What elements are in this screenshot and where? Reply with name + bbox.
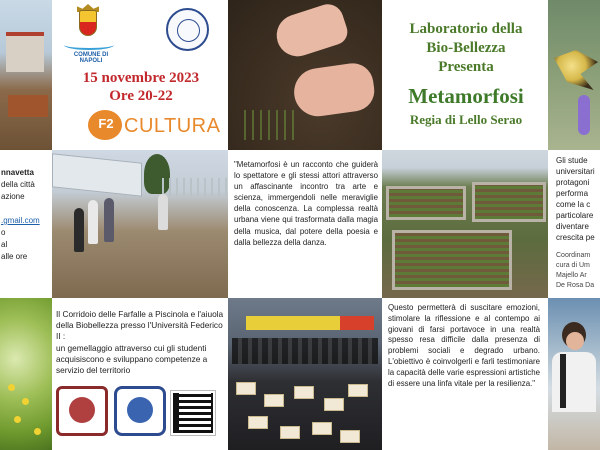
info-line: alle ore: [1, 252, 28, 261]
email-link[interactable]: .gmail.com: [1, 216, 40, 225]
credit-line: Majello Ar: [556, 272, 587, 279]
card-shape: [236, 382, 256, 395]
title-line: Presenta: [438, 59, 494, 75]
flower-shape: [34, 428, 41, 435]
card-shape: [348, 384, 368, 397]
person-shape: [88, 200, 98, 244]
title-line: Laboratorio della: [409, 21, 523, 37]
title-block: [384, 20, 548, 77]
left-info-column: [0, 150, 52, 300]
city-street-photo: [0, 0, 52, 150]
twinning-description: [56, 309, 226, 376]
qr-code-icon[interactable]: [171, 391, 215, 435]
banner-shape: [340, 316, 374, 330]
info-line: diventare: [556, 222, 589, 231]
flower-shape: [22, 398, 29, 405]
event-time: Ore 20-22: [109, 88, 173, 104]
butterfly-photo: [548, 0, 600, 150]
card-shape: [340, 430, 360, 443]
university-seal-icon: [166, 8, 209, 51]
wave-icon: [64, 40, 114, 50]
info-line: al: [1, 240, 8, 249]
credit-line: De Rosa Da: [556, 282, 595, 289]
project-logo-icon: [56, 386, 108, 436]
info-line: protagoni: [556, 178, 590, 187]
card-shape: [312, 422, 332, 435]
title-line: Bio-Bellezza: [426, 40, 506, 56]
butterfly-shape: [554, 50, 598, 90]
info-line: performa: [556, 189, 589, 198]
classroom-photo: [228, 298, 382, 450]
person-shape: [104, 198, 114, 242]
info-line: o: [1, 228, 6, 237]
show-title: Metamorfosi: [408, 84, 524, 108]
info-line: Gli stude: [556, 156, 588, 165]
hand-shape: [291, 61, 377, 120]
credit-line: Coordinam: [556, 252, 591, 259]
description-quote: "Metamorfosi è un racconto che guiderà lo spettatore e gli stessi attori attraverso un affascinante incontro tra arte e scienza, immergendoli nelle meraviglie della conoscenza. La complessa realtà urbana viene qui trasformata dalla magia della musica, dal potere della poesia e dalla bellezza della danza.: [234, 160, 378, 247]
hand-shape: [271, 0, 351, 62]
garden-bed-shape: [472, 182, 546, 222]
info-line: crescita pe: [556, 233, 595, 242]
garden-beds-photo: [382, 150, 548, 298]
hands-in-soil-photo: [228, 0, 382, 150]
banner-shape: [246, 316, 340, 330]
flower-shape: [578, 95, 590, 135]
person-shape: [158, 194, 168, 230]
card-shape: [294, 386, 314, 399]
person-shape: [74, 208, 84, 252]
credit-line: cura di Um: [556, 262, 590, 269]
card-shape: [248, 416, 268, 429]
info-line: come la c: [556, 200, 591, 209]
card-shape: [324, 398, 344, 411]
sprouts-shape: [238, 110, 298, 140]
card-shape: [264, 394, 284, 407]
comune-label: COMUNE DI NAPOLI: [73, 52, 109, 64]
greenhouse-shape: [52, 153, 142, 196]
cultura-logo-text: CULTURA: [124, 115, 221, 137]
info-line: universitari: [556, 167, 595, 176]
biobellezza-logo-icon: [114, 386, 166, 436]
chairs-shape: [232, 338, 378, 364]
event-date: 15 novembre 2023: [82, 70, 200, 86]
director-credit: Regia di Lello Serao: [409, 112, 523, 127]
flowers-photo: [0, 298, 52, 450]
info-line: nnavetta: [1, 168, 34, 177]
twinning-text-a: Il Corridoio delle Farfalle a Piscinola e l'aiuola della Biobellezza presso l'Università Federico II :: [56, 309, 224, 342]
twinning-text-b: un gemellaggio attraverso cui gli studenti acquisiscono e sviluppano competenze a servizio del territorio: [56, 342, 208, 376]
bench-shape: [8, 95, 48, 117]
building-shape: [6, 32, 44, 72]
objective-quote: Questo permetterà di suscitare emozioni, stimolare la riflessione e al contempo ai giovani di farsi portavoce in una realtà spesso resa difficile dalla presenza di problemi sociali e degrado urbano. L'obiettivo è coinvolgerli e farli testimoniare la capacità delle varie espressioni artistiche di essere una linfa vitale per la resilienza.": [388, 303, 540, 388]
garden-bed-shape: [392, 230, 512, 290]
f2-logo-text: F2: [98, 116, 114, 131]
right-info-column: [548, 150, 600, 300]
flower-shape: [14, 416, 21, 423]
students-greenhouse-photo: [52, 150, 228, 298]
student-portrait-photo: [548, 298, 600, 450]
info-line: della città: [1, 180, 35, 189]
face-shape: [566, 332, 584, 350]
strap-shape: [560, 354, 566, 408]
person-shape: [552, 352, 596, 412]
info-line: azione: [1, 192, 25, 201]
coat-of-arms-icon: [79, 10, 97, 36]
card-shape: [280, 426, 300, 439]
info-line: particolare: [556, 211, 594, 220]
flower-shape: [8, 384, 15, 391]
fence-shape: [162, 178, 228, 196]
garden-bed-shape: [386, 186, 466, 220]
